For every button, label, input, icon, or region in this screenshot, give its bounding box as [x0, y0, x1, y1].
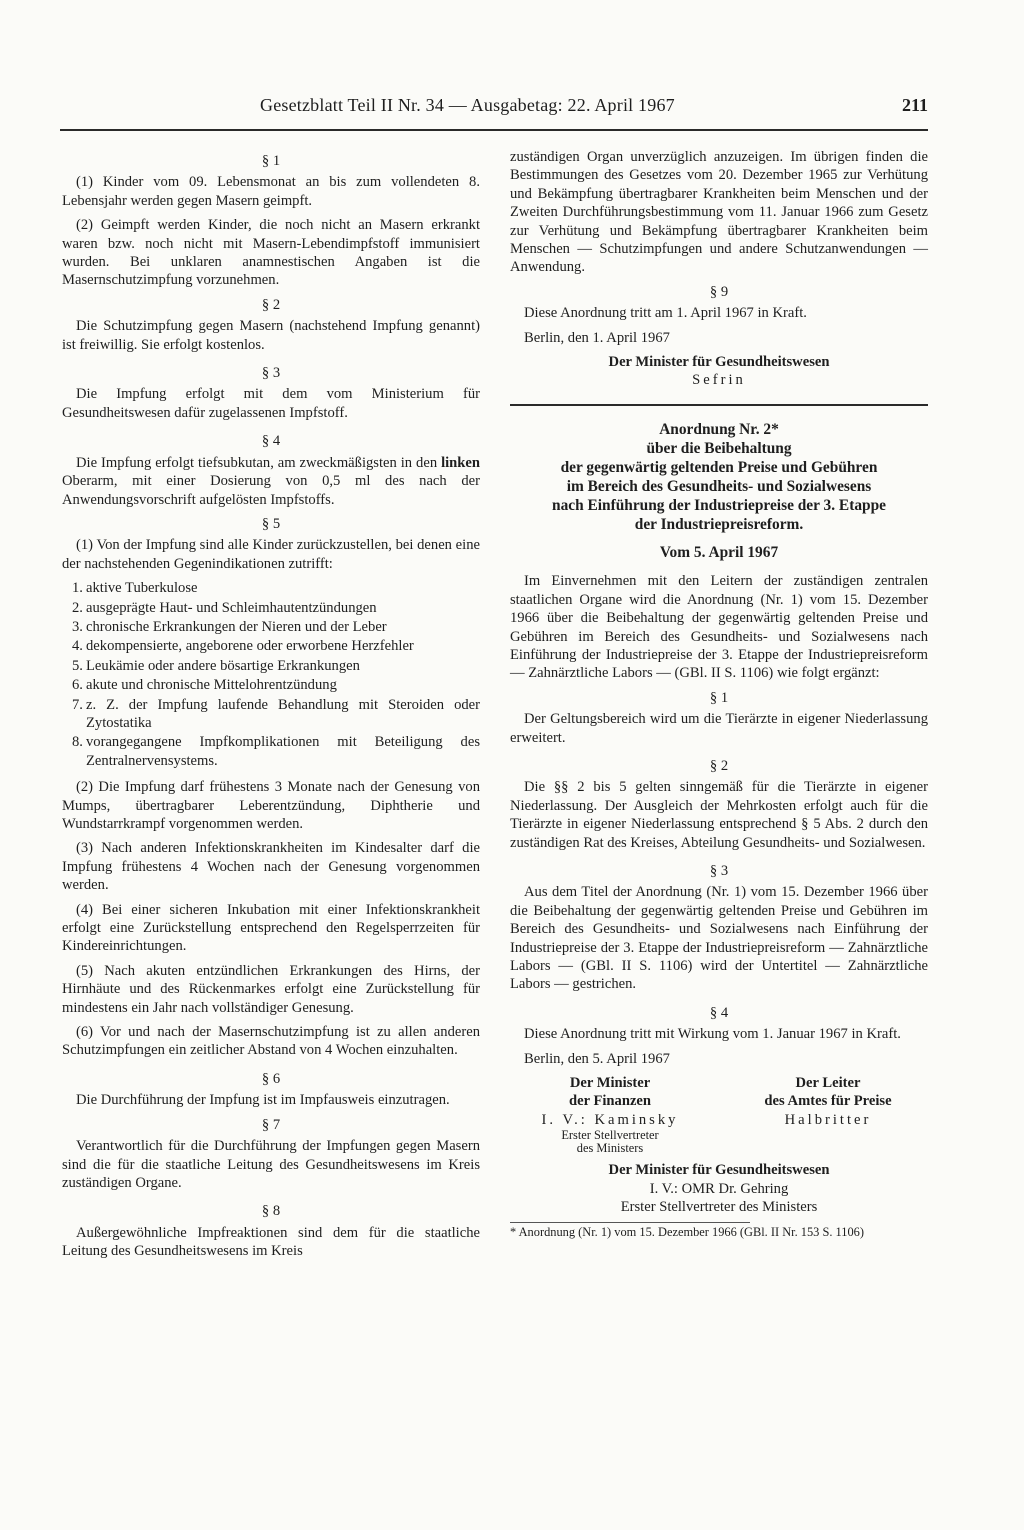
section-divider: [510, 404, 928, 406]
order-date: Vom 5. April 1967: [659, 543, 779, 561]
signer-role: Erster Stellvertreter: [561, 1128, 659, 1143]
signer-name: Sefrin: [692, 372, 746, 389]
section-heading: § 5: [261, 515, 281, 532]
paragraph: Außergewöhnliche Impfreaktionen sind dem für die staatliche Leitung des Gesundheitswesens im Kreis: [62, 1224, 480, 1260]
section-heading: § 3: [261, 365, 281, 382]
section-heading: § 2: [709, 757, 729, 774]
list-item: 7. z. Z. der Impfung laufende Behandlung mit Steroiden oder Zytostatika: [72, 696, 480, 731]
place-date: Berlin, den 1. April 1967: [524, 329, 670, 346]
section-heading: § 6: [261, 1070, 281, 1087]
paragraph: (3) Nach anderen Infektionskrankheiten im Kindesalter darf die Impfung frühestens 4 Wochen nach der Genesung vorgenommen werden.: [62, 840, 480, 894]
section-heading: § 1: [261, 153, 281, 169]
paragraph: Die Schutzimpfung gegen Masern (nachstehend Impfung genannt) ist freiwillig. Sie erfolgt kostenlos.: [62, 318, 480, 353]
paragraph: (2) Geimpft werden Kinder, die noch nicht an Masern erkrankt waren bzw. noch nicht mit Masern-Lebendimpfstoff immunisiert wurden. Bei unklaren anamnestischen Angaben ist die Masernschutzimpfung vorzunehmen.: [62, 217, 480, 289]
list-item: 5. Leukämie oder andere bösartige Erkrankungen: [72, 657, 360, 674]
list-item: 2. ausgeprägte Haut- und Schleimhautentzündungen: [72, 599, 377, 616]
section-heading: § 7: [261, 1116, 281, 1133]
paragraph: Diese Anordnung tritt mit Wirkung vom 1. Januar 1967 in Kraft.: [524, 1026, 901, 1043]
order-title-line: im Bereich des Gesundheits- und Sozialwesens: [566, 477, 872, 495]
paragraph: zuständigen Organ unverzüglich anzuzeigen. Im übrigen finden die Bestimmungen des Gesetzes vom 20. Dezember 1965 zur Verhütung und Bekämpfung übertragbarer Krankheiten beim Menschen und der Zweiten Durchführungsbestimmung vom 11. Januar 1966 zum Gesetz zur Verhütung und Bekämpfung übertragbarer Krankheiten beim Menschen — Schutzimpfungen und andere Schutzanwendungen — Anwendung.: [510, 149, 928, 276]
section-heading: § 4: [709, 1004, 729, 1021]
paragraph: (1) Von der Impfung sind alle Kinder zurückzustellen, bei denen eine der nachstehenden Gegenindikationen zutrifft:: [62, 537, 480, 572]
paragraph: Im Einvernehmen mit den Leitern der zuständigen zentralen staatlichen Organe wird die Anordnung (Nr. 1) vom 15. Dezember 1966 über die Beibehaltung der gegenwärtig geltenden Preise und Gebühren im Bereich des Gesundheits- und Sozialwesens nach Einführung der Industriepreise der 3. Etappe der Industriepreisreform — Zahnärztliche Labors — (GBl. II S. 1106) wie folgt ergänzt:: [510, 573, 928, 682]
text-run: Oberarm, mit einer Dosierung von 0,5 ml des nach der Anwendungsvorschrift aufgelösten Impfstoffs.: [62, 473, 480, 508]
paragraph: (2) Die Impfung darf frühestens 3 Monate nach der Genesung von Mumps, übertragbarer Leberentzündung, Diphtherie und Wundstarrkrampf vorgenommen werden.: [62, 779, 480, 832]
contraindication-list: [62, 579, 480, 770]
section-heading: § 3: [709, 862, 729, 879]
section-heading: § 8: [261, 1203, 281, 1220]
section-heading: § 4: [261, 433, 281, 450]
signature-title: Der Minister: [569, 1075, 651, 1092]
list-item: 4. dekompensierte, angeborene oder erworbene Herzfehler: [72, 638, 414, 655]
footnote: * Anordnung (Nr. 1) vom 15. Dezember 1966 (GBl. II Nr. 153 S. 1106): [510, 1225, 865, 1240]
text-run: Die Impfung erfolgt tiefsubkutan, am zweckmäßigsten in den: [76, 454, 442, 471]
section-heading: § 9: [709, 283, 729, 300]
paragraph: (4) Bei einer sicheren Inkubation mit einer Infektionskrankheit erfolgt eine Zurückstellung entsprechend den Regelsperrzeiten für Kindereinrichtungen.: [62, 901, 480, 955]
paragraph: Aus dem Titel der Anordnung (Nr. 1) vom 15. Dezember 1966 über die Beibehaltung der gegenwärtig geltenden Preise und Gebühren im Bereich des Gesundheits- und Sozialwesens nach Einführung der Industriepreise der 3. Etappe der Industriepreisreform — Zahnärztliche Labors — (GBl. II S. 1106) wird der Untertitel — Zahnärztliche Labors — gestrichen.: [510, 884, 928, 993]
order-title-line: nach Einführung der Industriepreise der 3. Etappe: [552, 496, 886, 514]
order-title-line: Anordnung Nr. 2*: [659, 420, 779, 438]
list-item: 8. vorangegangene Impfkomplikationen mit Beteiligung des Zentralnervensystems.: [72, 734, 480, 769]
paragraph: (1) Kinder vom 09. Lebensmonat an bis zum vollendeten 8. Lebensjahr werden gegen Masern geimpft.: [62, 174, 480, 209]
signer-role: des Ministers: [576, 1141, 644, 1156]
paragraph: Die §§ 2 bis 5 gelten sinngemäß für die Tierärzte in eigener Niederlassung. Der Ausgleich der Mehrkosten erfolgt auch für die Tierärzte in eigener Niederlassung entsprechend § 5 Abs. 2 durch den zuständigen Rat des Kreises, Abteilung Gesundheits- und Sozialwesen.: [510, 779, 928, 851]
list-item: 3. chronische Erkrankungen der Nieren und der Leber: [72, 618, 387, 635]
paragraph: Die Durchführung der Impfung ist im Impfausweis einzutragen.: [76, 1092, 450, 1109]
paragraph: Verantwortlich für die Durchführung der Impfungen gegen Masern sind die für die staatliche Leitung des Gesundheitswesens im Kreis zuständigen Organe.: [62, 1138, 480, 1191]
signature-title: des Amtes für Preise: [764, 1093, 892, 1110]
order-title-line: der Industriepreisreform.: [634, 515, 804, 533]
paragraph: [62, 454, 480, 509]
order-title-line: über die Beibehaltung: [646, 439, 792, 457]
signature-title: der Finanzen: [568, 1093, 652, 1110]
minister-title: Der Minister für Gesundheitswesen: [608, 354, 830, 371]
order-title-line: der gegenwärtig geltenden Preise und Gebühren: [560, 458, 878, 476]
signer-role: Erster Stellvertreter des Ministers: [620, 1199, 818, 1216]
paragraph: (6) Vor und nach der Masernschutzimpfung ist zu allen anderen Schutzimpfungen ein zeitlicher Abstand von 4 Wochen einzuhalten.: [62, 1024, 480, 1059]
paragraph: (5) Nach akuten entzündlichen Erkrankungen des Hirns, der Hirnhäute und des Rückenmarkes erfolgt eine Zurückstellung für mindestens ein Jahr nach vollständiger Genesung.: [62, 962, 480, 1016]
order-title: [510, 420, 928, 534]
signature-title: Der Leiter: [795, 1075, 861, 1092]
page-header: [60, 93, 928, 131]
header-title: Gesetzblatt Teil II Nr. 34 — Ausgabetag: 22. April 1967: [260, 95, 675, 115]
emphasis-text: linken: [441, 454, 480, 471]
list-item: 6. akute und chronische Mittelohrentzündung: [72, 677, 337, 694]
page-number: 211: [901, 95, 928, 115]
signer-name: I. V.: OMR Dr. Gehring: [649, 1180, 789, 1197]
signer-name: I. V.: Kaminsky: [541, 1111, 679, 1128]
signer-name: Halbritter: [784, 1111, 872, 1128]
section-heading: § 2: [261, 296, 281, 313]
paragraph: Diese Anordnung tritt am 1. April 1967 in Kraft.: [524, 305, 807, 322]
right-column: [510, 148, 928, 1239]
list-item: 1. aktive Tuberkulose: [72, 580, 198, 597]
signature-block-prices: [728, 1074, 928, 1155]
signature-block-finance: [510, 1074, 710, 1155]
paragraph: Die Impfung erfolgt mit dem vom Ministerium für Gesundheitswesen dafür zugelassenen Impfstoff.: [62, 386, 480, 421]
paragraph: Der Geltungsbereich wird um die Tierärzte in eigener Niederlassung erweitert.: [510, 711, 928, 746]
signature-row: [510, 1074, 928, 1155]
left-column: [62, 148, 480, 1267]
section-heading: § 1: [709, 689, 729, 706]
minister-title: Der Minister für Gesundheitswesen: [608, 1162, 830, 1179]
place-date: Berlin, den 5. April 1967: [524, 1050, 670, 1067]
